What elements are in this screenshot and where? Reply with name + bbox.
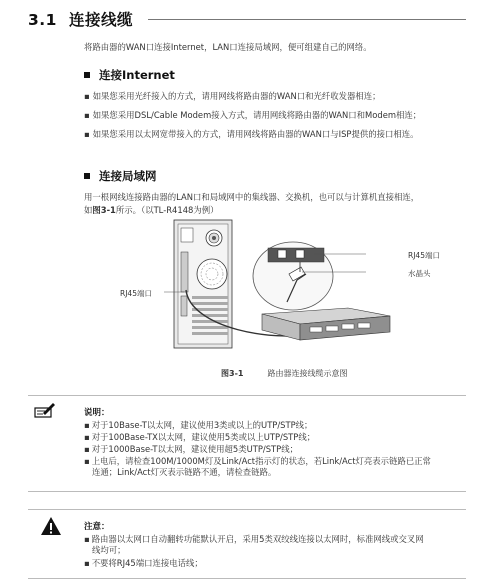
warning-triangle-icon <box>40 516 62 536</box>
internet-heading-text: 连接Internet <box>99 68 175 82</box>
note-top-rule <box>28 395 466 396</box>
label-rj45-port-left: RJ45端口 <box>120 289 152 298</box>
internet-bullet: ▪ 如果您采用以太网宽带接入的方式，请用网线将路由器的WAN口与ISP提供的接口相连。 <box>84 127 418 141</box>
square-bullet-icon <box>84 72 90 78</box>
figure-caption <box>221 368 347 379</box>
pc-tower-illustration <box>174 220 232 348</box>
warning-top-rule <box>28 509 466 510</box>
router-illustration <box>262 308 390 340</box>
connection-diagram <box>150 216 400 356</box>
section-heading <box>28 8 133 30</box>
section-number: 3.1 <box>28 11 57 29</box>
section-title: 连接线缆 <box>68 11 133 29</box>
lan-text-suffix: 所示。（以TL-R4148为例） <box>115 205 219 215</box>
warning-line-continuation: 线均可； <box>92 545 126 555</box>
lan-text-line1: 用一根网线连接路由器的LAN口和局域网中的集线器、交换机，也可以与计算机直接相连， <box>84 192 420 202</box>
figure-caption-text: 路由器连接线缆示意图 <box>267 369 348 378</box>
note-bottom-rule <box>28 491 466 492</box>
note-line: ▪ 上电后，请检查100M/1000M灯及Link/Act指示灯的状态，若Link/Act灯亮表示链路已正常 <box>84 455 431 467</box>
note-line-continuation: 连通；Link/Act灯灭表示链路不通，请检查链路。 <box>92 467 277 477</box>
note-line: ▪ 对于10Base-T以太网，建议使用3类或以上的UTP/STP线； <box>84 419 312 431</box>
warning-line: ▪ 路由器以太网口自动翻转功能默认开启，采用5类双绞线连接以太网时，标准网线或交叉网 <box>84 533 424 545</box>
lan-text-line2 <box>84 203 218 217</box>
heading-rule <box>148 19 466 20</box>
figure-reference: 图3-1 <box>92 205 116 215</box>
note-line: ▪ 对于100Base-TX以太网，建议使用5类或以上UTP/STP线； <box>84 431 315 443</box>
zoom-detail-illustration <box>253 242 333 310</box>
lan-text-prefix: 如 <box>84 205 93 215</box>
warning-bottom-rule <box>28 578 466 579</box>
lan-heading <box>84 168 157 184</box>
label-rj45-port-right: RJ45端口 <box>408 251 440 260</box>
square-bullet-icon <box>84 173 90 179</box>
internet-bullet: ▪ 如果您采用DSL/Cable Modem接入方式，请用网线将路由器的WAN口和Modem相连； <box>84 108 421 122</box>
warning-label: 注意： <box>84 522 110 532</box>
figure-number: 图3-1 <box>221 369 244 378</box>
internet-heading <box>84 67 175 83</box>
lan-heading-text: 连接局域网 <box>99 169 157 183</box>
label-crystal-head: 水晶头 <box>408 269 431 278</box>
note-pencil-icon <box>34 402 56 418</box>
note-label: 说明： <box>84 408 110 418</box>
warning-line: ▪ 不要将RJ45端口连接电话线； <box>84 557 203 569</box>
note-line: ▪ 对于1000Base-T以太网，建议使用超5类UTP/STP线； <box>84 443 298 455</box>
internet-bullet: ▪ 如果您采用光纤接入的方式，请用网线将路由器的WAN口和光纤收发器相连； <box>84 89 381 103</box>
intro-text: 将路由器的WAN口连接Internet，LAN口连接局域网，便可组建自己的网络。 <box>84 42 372 52</box>
